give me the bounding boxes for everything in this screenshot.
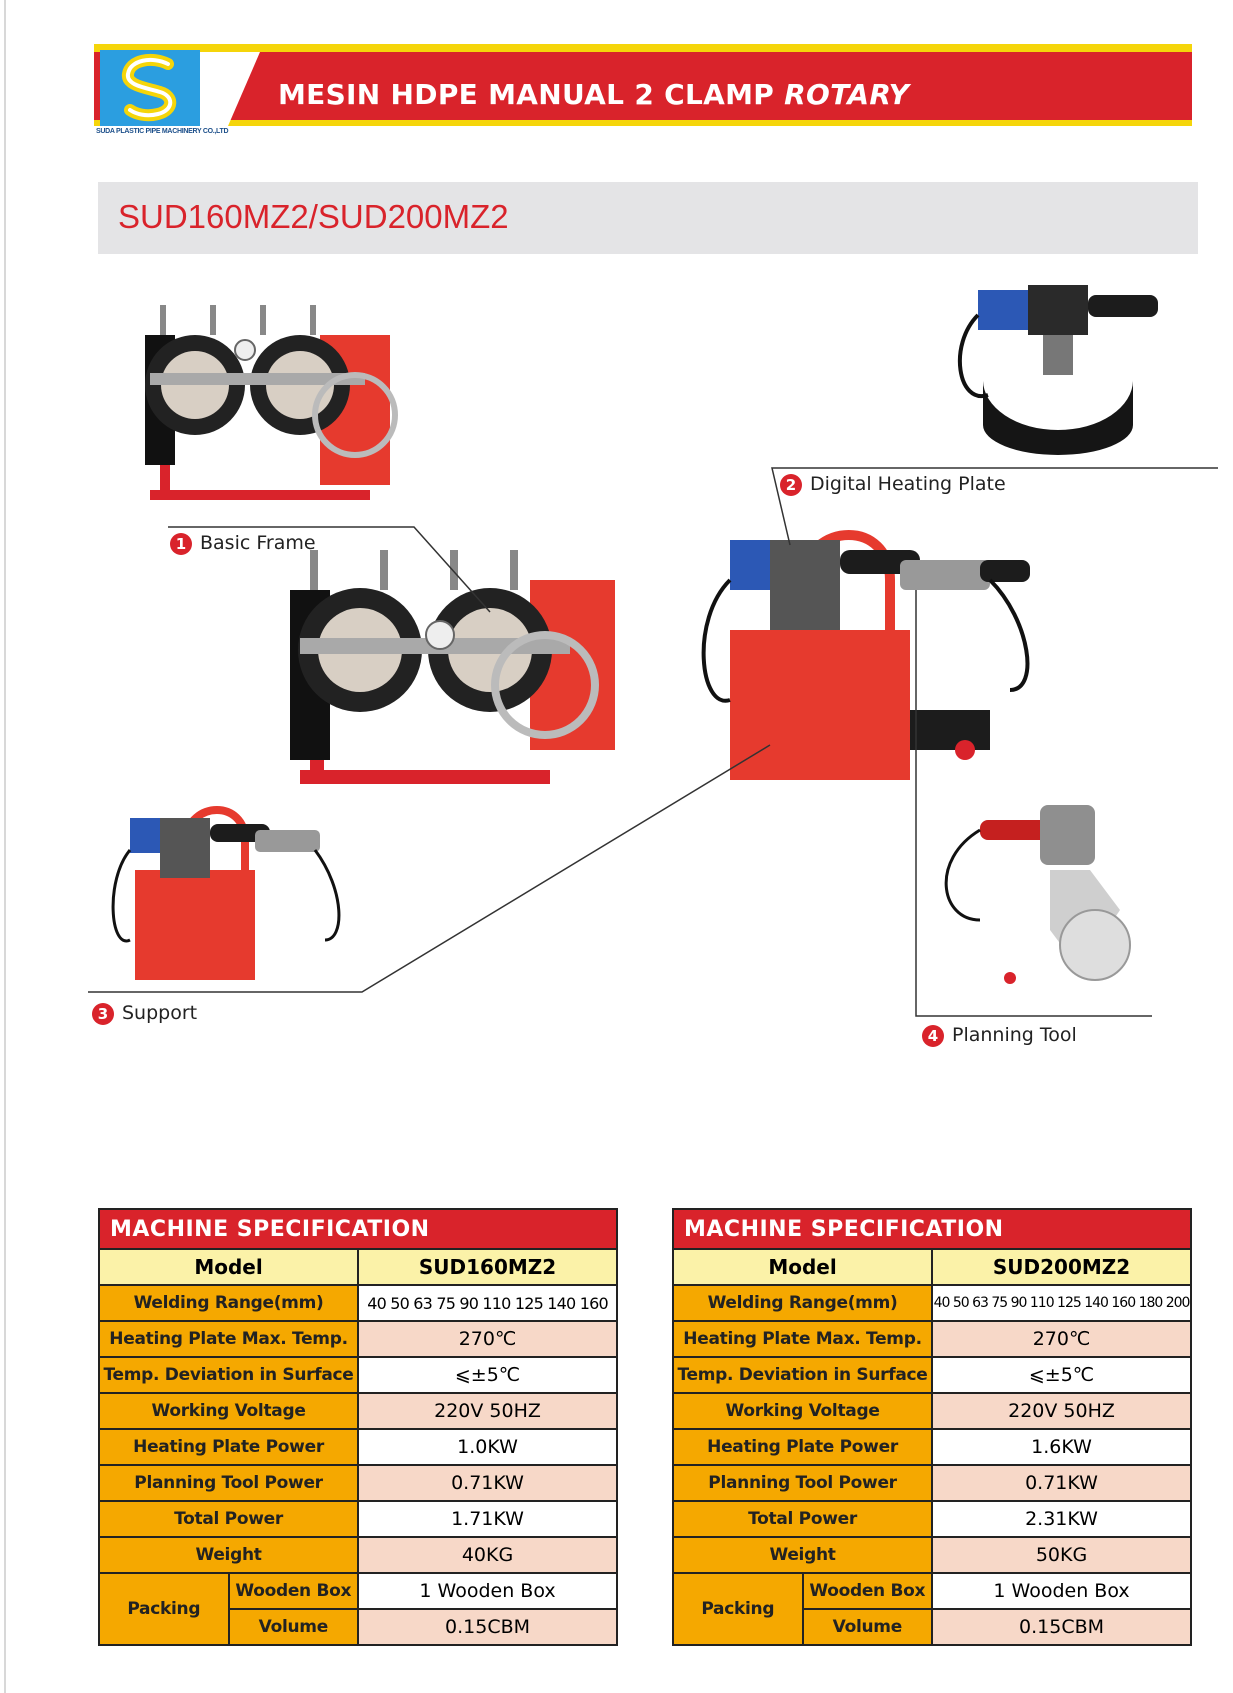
callout-heating-plate xyxy=(780,473,1006,496)
row-label: Working Voltage xyxy=(99,1393,358,1429)
model-value: SUD200MZ2 xyxy=(932,1249,1191,1285)
callout-support xyxy=(92,1002,197,1025)
callout-label: Planning Tool xyxy=(952,1024,1077,1046)
row-value: 1 Wooden Box xyxy=(358,1573,617,1609)
row-value: 2.31KW xyxy=(932,1501,1191,1537)
row-label: Temp. Deviation in Surface xyxy=(673,1357,932,1393)
logo-text: SUDA PLASTIC PIPE MACHINERY CO.,LTD xyxy=(96,128,229,135)
row-label: Wooden Box xyxy=(803,1573,933,1609)
model-label: Model xyxy=(673,1249,932,1285)
row-label: Planning Tool Power xyxy=(673,1465,932,1501)
callout-planning-tool xyxy=(922,1024,1077,1047)
row-value: 270℃ xyxy=(932,1321,1191,1357)
row-label: Welding Range(mm) xyxy=(99,1285,358,1321)
row-value: 1.6KW xyxy=(932,1429,1191,1465)
row-value: 50KG xyxy=(932,1537,1191,1573)
spec-table-sud160 xyxy=(98,1208,618,1646)
spec-table-sud200 xyxy=(672,1208,1192,1646)
title-italic: ROTARY xyxy=(784,78,910,111)
row-label: Volume xyxy=(229,1609,359,1645)
row-value: 40 50 63 75 90 110 125 140 160 180 200 xyxy=(932,1285,1191,1321)
table-header: MACHINE SPECIFICATION xyxy=(99,1209,617,1249)
row-value: 270℃ xyxy=(358,1321,617,1357)
row-label: Weight xyxy=(673,1537,932,1573)
row-value: 40KG xyxy=(358,1537,617,1573)
table-header: MACHINE SPECIFICATION xyxy=(673,1209,1191,1249)
row-value: 220V 50HZ xyxy=(932,1393,1191,1429)
row-value: 40 50 63 75 90 110 125 140 160 xyxy=(358,1285,617,1321)
row-value: 0.15CBM xyxy=(932,1609,1191,1645)
row-label: Working Voltage xyxy=(673,1393,932,1429)
row-label: Wooden Box xyxy=(229,1573,359,1609)
callout-number: 4 xyxy=(922,1025,944,1047)
row-label: Temp. Deviation in Surface xyxy=(99,1357,358,1393)
callout-label: Support xyxy=(122,1002,198,1024)
row-label: Heating Plate Max. Temp. xyxy=(99,1321,358,1357)
row-label: Planning Tool Power xyxy=(99,1465,358,1501)
row-value: 220V 50HZ xyxy=(358,1393,617,1429)
callout-number: 1 xyxy=(170,533,192,555)
row-value: ⩽±5℃ xyxy=(358,1357,617,1393)
row-value: 1 Wooden Box xyxy=(932,1573,1191,1609)
packing-label: Packing xyxy=(99,1573,229,1645)
title-main: MESIN HDPE MANUAL 2 CLAMP xyxy=(278,78,785,111)
model-title: SUD160MZ2/SUD200MZ2 xyxy=(118,198,509,235)
row-value: 0.71KW xyxy=(932,1465,1191,1501)
row-label: Heating Plate Max. Temp. xyxy=(673,1321,932,1357)
row-label: Heating Plate Power xyxy=(673,1429,932,1465)
row-label: Welding Range(mm) xyxy=(673,1285,932,1321)
row-value: 1.71KW xyxy=(358,1501,617,1537)
packing-label: Packing xyxy=(673,1573,803,1645)
callout-basic-frame xyxy=(170,532,316,555)
row-label: Total Power xyxy=(673,1501,932,1537)
row-value: 0.15CBM xyxy=(358,1609,617,1645)
row-value: ⩽±5℃ xyxy=(932,1357,1191,1393)
row-label: Heating Plate Power xyxy=(99,1429,358,1465)
row-label: Volume xyxy=(803,1609,933,1645)
model-value: SUD160MZ2 xyxy=(358,1249,617,1285)
callout-number: 2 xyxy=(780,474,802,496)
model-label: Model xyxy=(99,1249,358,1285)
row-label: Total Power xyxy=(99,1501,358,1537)
row-value: 0.71KW xyxy=(358,1465,617,1501)
row-label: Weight xyxy=(99,1537,358,1573)
callout-number: 3 xyxy=(92,1003,114,1025)
row-value: 1.0KW xyxy=(358,1429,617,1465)
callout-label: Basic Frame xyxy=(200,532,316,554)
callout-label: Digital Heating Plate xyxy=(810,473,1006,495)
